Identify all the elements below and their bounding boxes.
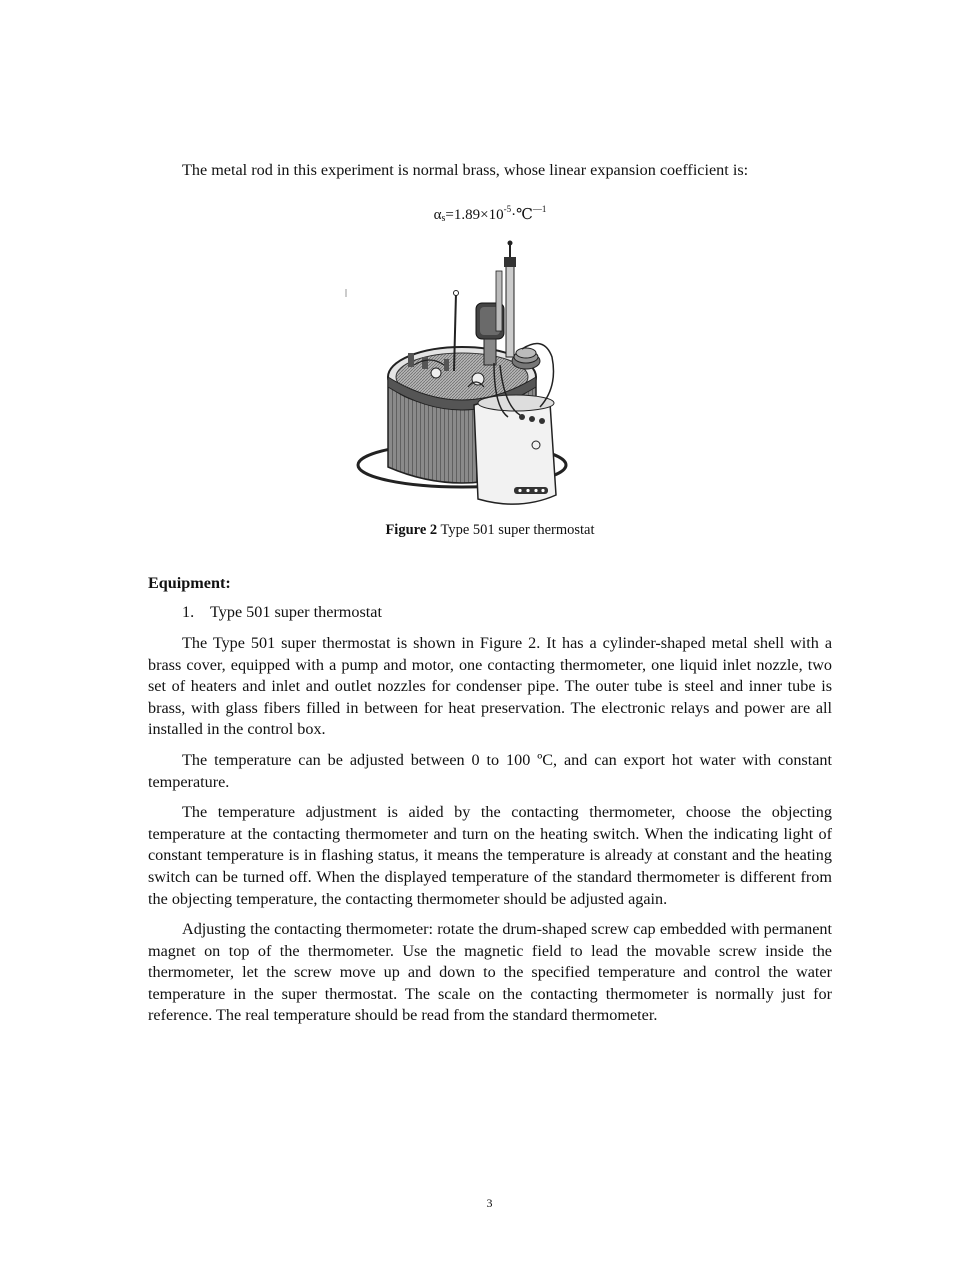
thermostat-description-paragraph: The Type 501 super thermostat is shown in Figure 2. It has a cylinder-shaped metal shell with a brass cover, equipped with a pump and motor, one contacting thermometer, one liquid inlet nozzle, two set of heaters and inlet and outlet nozzles for condenser pipe. The outer tube is steel and inner tube is brass, with glass fibers filled in between for heat preservation. The electronic relays and power are all installed in the control box. <box>148 633 832 739</box>
list-item-number: 1. <box>182 603 195 622</box>
list-item-label: Type 501 super thermostat <box>210 603 382 622</box>
figure-2 <box>148 237 832 517</box>
formula-subscript: s <box>441 212 446 224</box>
formula-symbol: α <box>433 206 442 223</box>
intro-paragraph: The metal rod in this experiment is normal brass, whose linear expansion coefficient is: <box>182 161 749 179</box>
figure-caption <box>148 520 832 542</box>
temperature-range-paragraph: The temperature can be adjusted between 0 to 100 ºC, and can export hot water with constant temperature. <box>148 750 832 791</box>
adjusting-thermometer-paragraph: Adjusting the contacting thermometer: rotate the drum-shaped screw cap embedded with permanent magnet on top of the thermometer. Use the magnetic field to lead the movable screw inside the thermometer, let the screw move up and down to the specified temperature and control the water temperature in the super thermostat. The scale on the contacting thermometer is normally just for reference. The real temperature should be read from the standard thermometer. <box>148 920 832 1025</box>
formula-exponent: -5 <box>503 203 512 214</box>
formula-unit: ·℃ <box>511 206 533 223</box>
page-number: 3 <box>486 1196 493 1210</box>
page-content <box>148 160 832 1027</box>
figure-caption-text: Type 501 super thermostat <box>437 522 595 539</box>
figure-caption-label: Figure 2 <box>385 522 438 539</box>
equipment-heading: Equipment: <box>148 573 231 592</box>
temperature-adjustment-paragraph: The temperature adjustment is aided by the contacting thermometer, choose the objecting temperature at the contacting thermometer and turn on the heating switch. When the indicating light of constant temperature is in flashing status, it means the temperature is already at constant and the heating switch can be turned off. When the displayed temperature of the standard thermometer is different from the objecting temperature, the contacting thermometer should be adjusted again. <box>148 803 832 908</box>
list-item <box>148 602 832 624</box>
formula-mantissa: =1.89×10 <box>445 206 504 223</box>
formula-unit-exponent: —1 <box>532 203 547 214</box>
expansion-coefficient-formula <box>148 199 832 230</box>
thermostat-illustration <box>344 237 608 517</box>
